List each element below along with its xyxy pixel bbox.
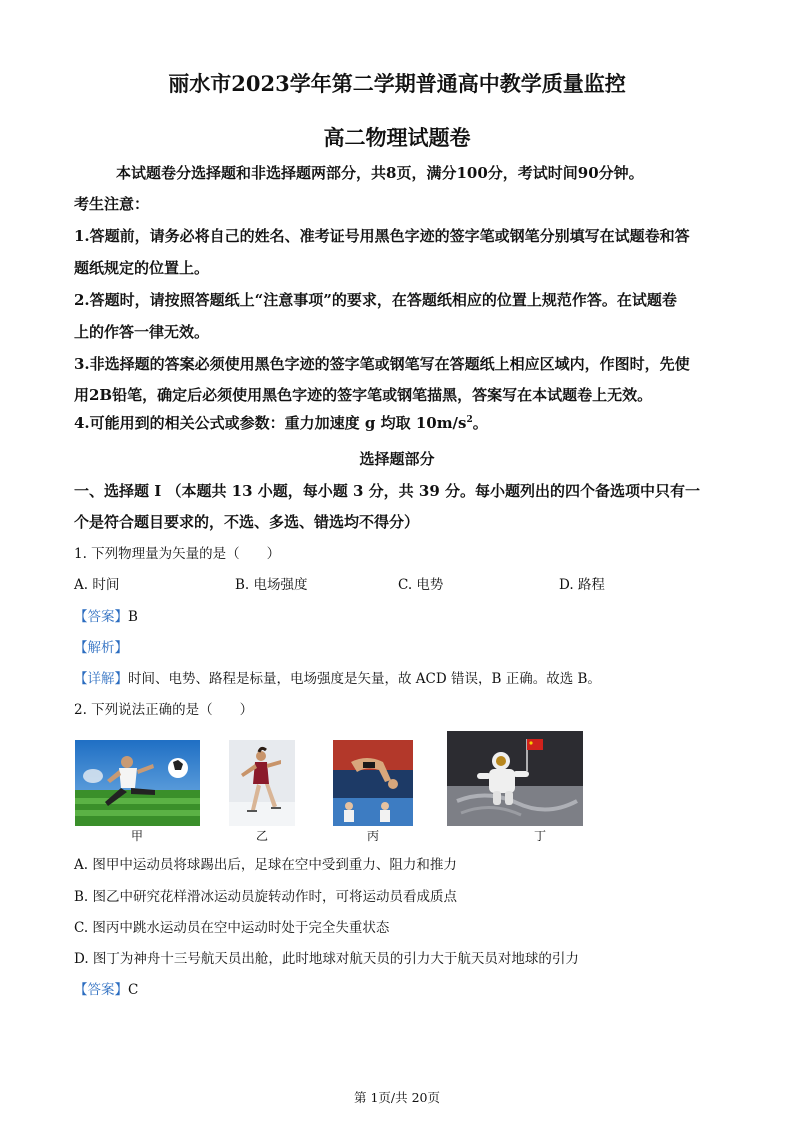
notice-item-4 (74, 412, 488, 433)
question-1-stem: 1. 下列物理量为矢量的是（ ） (74, 546, 281, 562)
notice-item-2: 2.答题时，请按照答题纸上“注意事项”的要求，在答题纸相应的位置上规范作答。在试题卷 (74, 291, 677, 309)
soccer-illustration (75, 740, 200, 826)
detail-tag: 【详解】 (74, 671, 128, 687)
astronaut-photo (447, 731, 583, 826)
question-2-option-d: D. 图丁为神舟十三号航天员出舱，此时地球对航天员的引力大于航天员对地球的引力 (74, 951, 579, 967)
question-1-option-b: B. 电场强度 (235, 577, 308, 593)
notice-item-1-cont: 题纸规定的位置上。 (74, 259, 210, 277)
question-1-detail (74, 667, 601, 687)
exam-subtitle: 高二物理试题卷 (323, 125, 471, 150)
question-2-answer (74, 978, 138, 998)
diver-illustration (333, 740, 413, 826)
section-desc-line-1: 一、选择题 I （本题共 13 小题，每小题 3 分，共 39 分。每小题列出的四个备选项中只有一 (74, 482, 700, 500)
notice-item-4-text: 4.可能用到的相关公式或参数：重力加速度 g 均取 10m/s (74, 414, 467, 432)
intro-text: 本试题卷分选择题和非选择题两部分，共8页，满分100分，考试时间90分钟。 (116, 164, 644, 182)
question-2-option-a: A. 图甲中运动员将球踢出后，足球在空中受到重力、阻力和推力 (74, 857, 457, 873)
notice-item-3-cont: 用2B铅笔，确定后必须使用黑色字迹的签字笔或钢笔描黑，答案写在本试题卷上无效。 (74, 386, 653, 404)
skater-illustration (229, 740, 295, 826)
section-desc-line-2: 个是符合题目要求的，不选、多选、错选均不得分） (74, 513, 420, 531)
answer-value: C (128, 982, 139, 998)
question-1-answer (74, 605, 138, 625)
notice-item-3: 3.非选择题的答案必须使用黑色字迹的签字笔或钢笔写在答题纸上相应区域内，作图时，先使 (74, 355, 690, 373)
caption-bing: 丙 (366, 829, 379, 843)
caption-jia: 甲 (130, 829, 143, 843)
question-2-option-b: B. 图乙中研究花样滑冰运动员旋转动作时，可将运动员看成质点 (74, 889, 458, 905)
caption-yi: 乙 (255, 829, 268, 843)
notice-item-4-end: 。 (472, 414, 488, 432)
diver-photo (333, 740, 413, 826)
soccer-photo (75, 740, 200, 826)
question-1-option-d: D. 路程 (559, 577, 605, 593)
question-1-option-a: A. 时间 (74, 577, 120, 593)
question-1-analysis-tag: 【解析】 (74, 640, 128, 656)
detail-text: 时间、电势、路程是标量，电场强度是矢量，故 ACD 错误，B 正确。故选 B。 (128, 671, 601, 687)
notice-heading: 考生注意： (74, 195, 150, 213)
exam-title: 丽水市2023学年第二学期普通高中教学质量监控 (168, 71, 626, 96)
answer-value: B (128, 609, 138, 625)
question-2-option-c: C. 图丙中跳水运动员在空中运动时处于完全失重状态 (74, 920, 390, 936)
question-1-option-c: C. 电势 (398, 577, 444, 593)
question-2-stem: 2. 下列说法正确的是（ ） (74, 702, 254, 718)
caption-ding: 丁 (533, 829, 546, 843)
page-footer: 第 1页/共 20页 (353, 1090, 441, 1105)
answer-tag: 【答案】 (74, 982, 128, 998)
notice-item-1: 1.答题前，请务必将自己的姓名、准考证号用黑色字迹的签字笔或钢笔分别填写在试题卷和答 (74, 227, 690, 245)
notice-item-2-cont: 上的作答一律无效。 (74, 323, 210, 341)
skater-photo (229, 740, 295, 826)
answer-tag: 【答案】 (74, 609, 128, 625)
astronaut-illustration (447, 731, 583, 826)
section-title: 选择题部分 (359, 450, 435, 468)
notice-item-4-sup: 2 (466, 415, 473, 425)
